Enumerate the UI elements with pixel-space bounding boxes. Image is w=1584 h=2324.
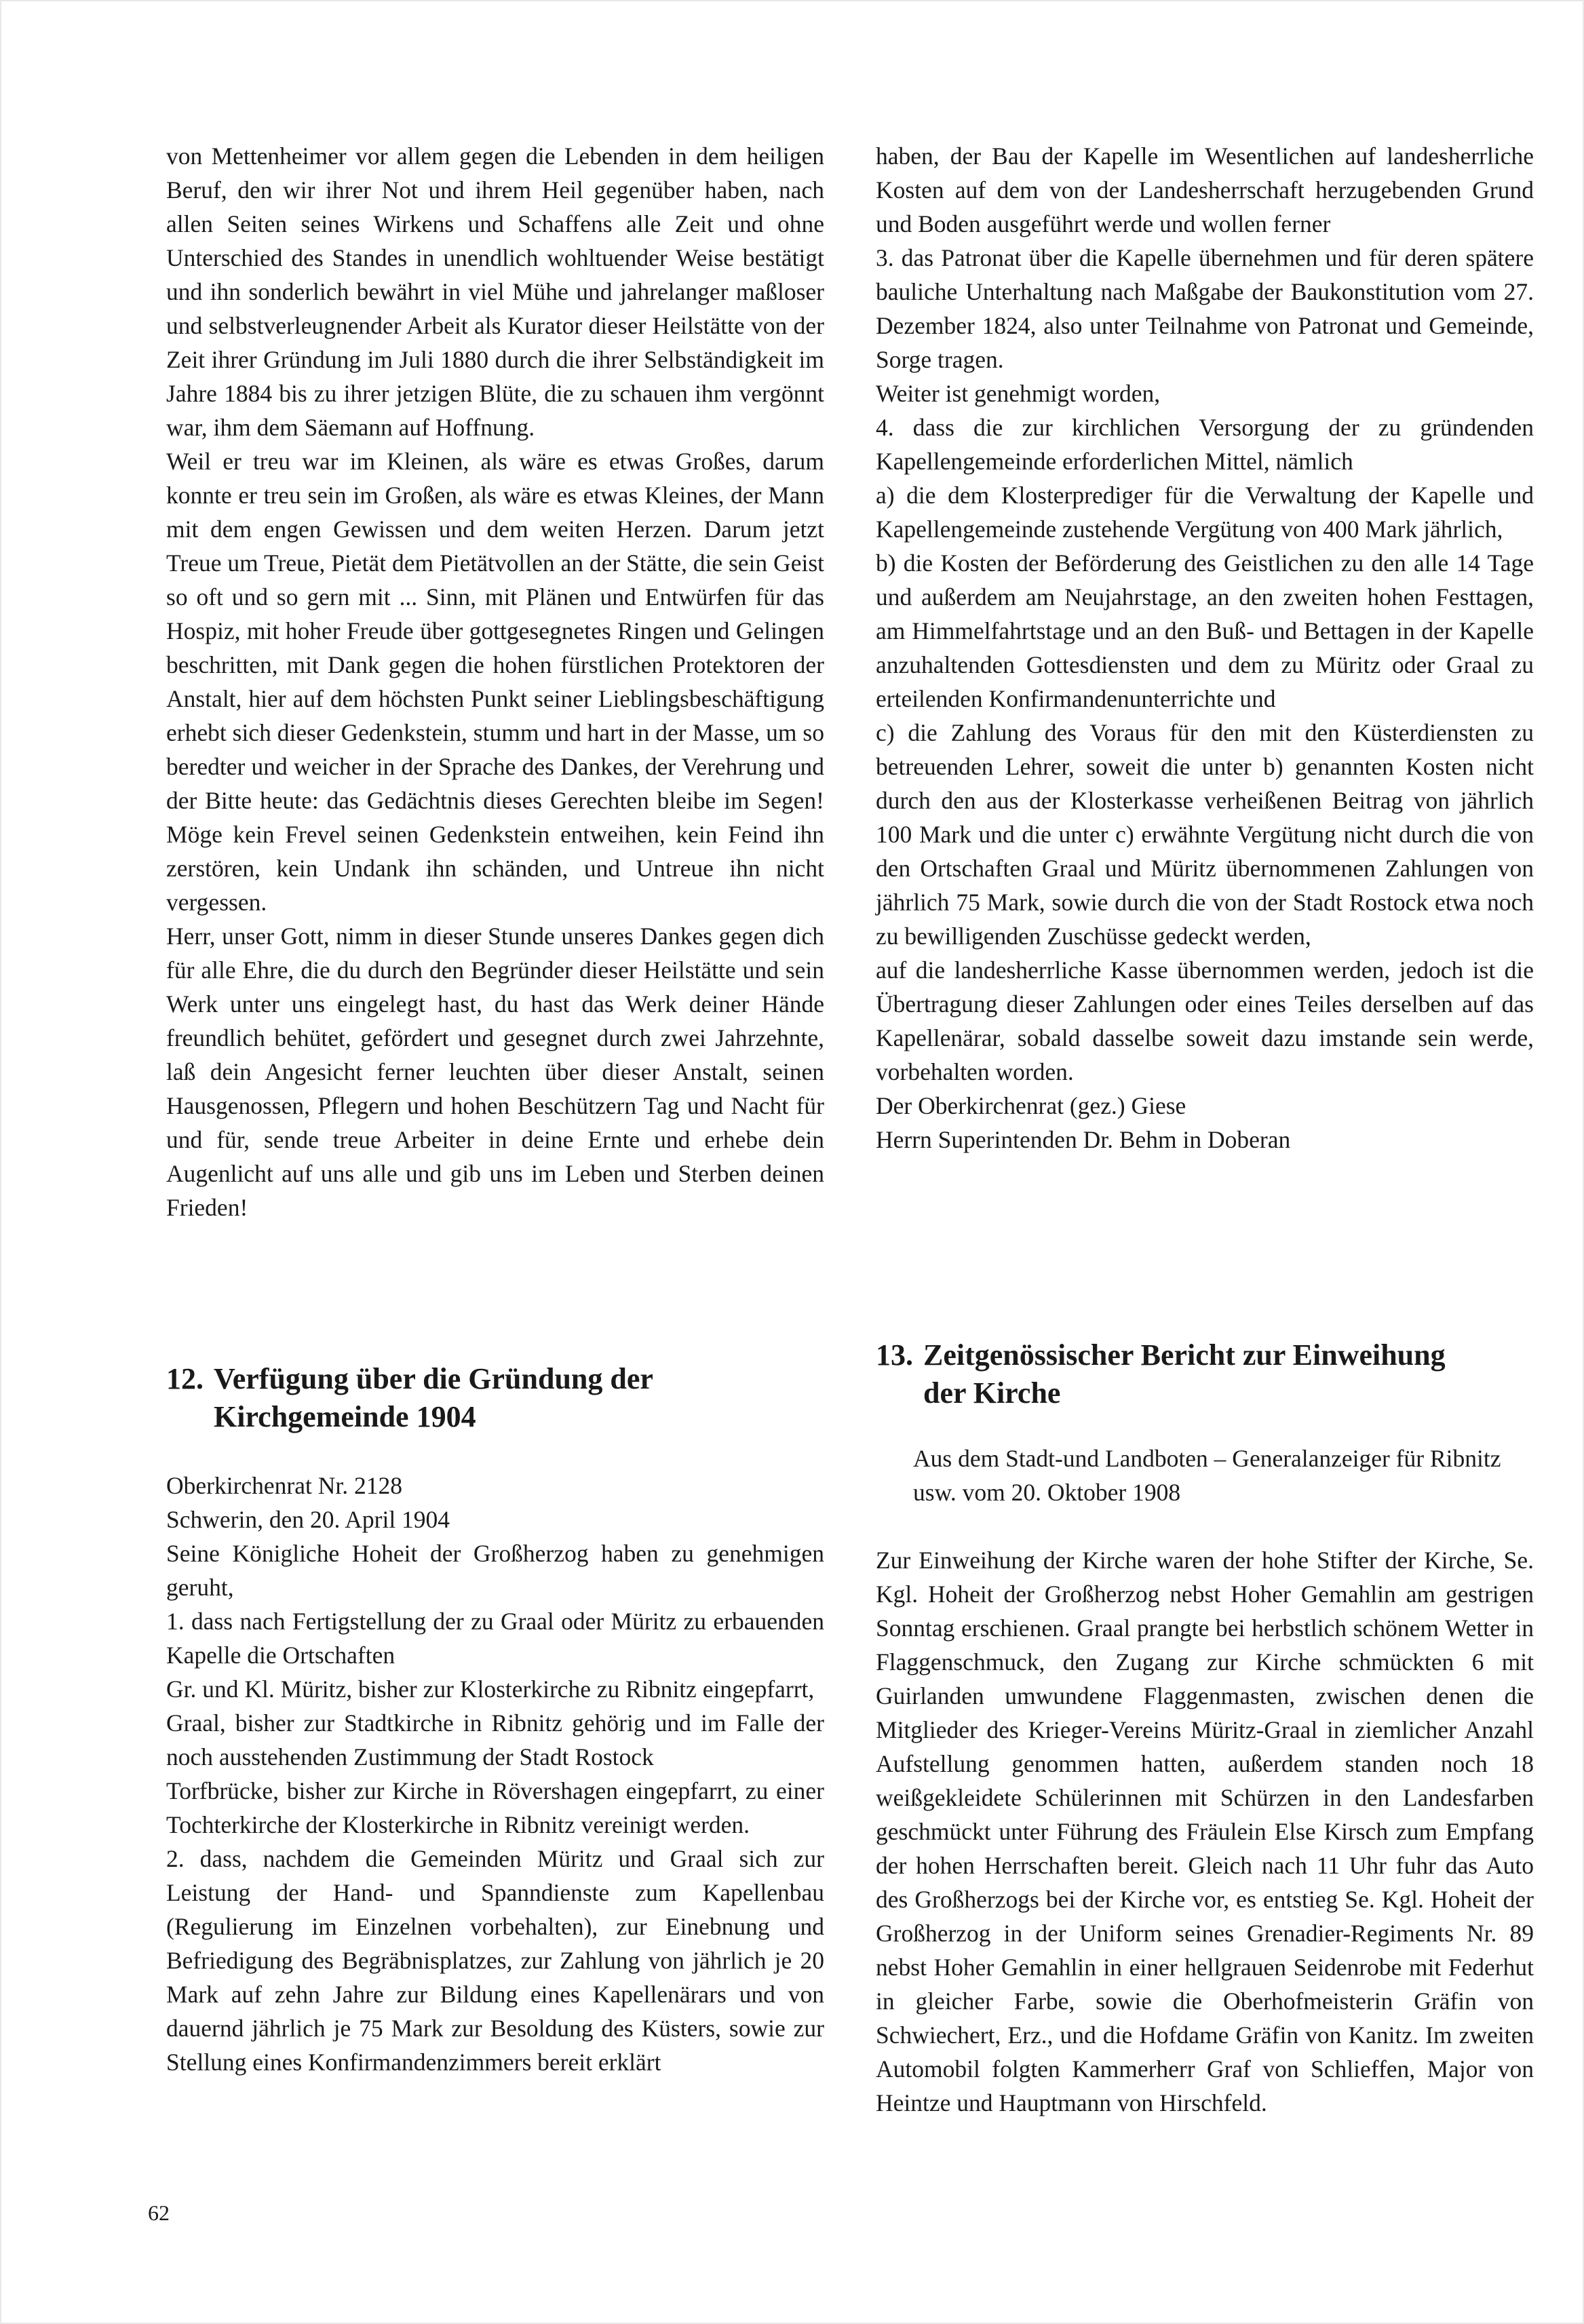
left-paragraph-1: von Mettenheimer vor allem gegen die Lebenden in dem heiligen Beruf, den wir ihrer Not und ihrem Heil gegenüber haben, nach allen Seiten seines Wirkens und Schaffens alle Zeit und ohne Unterschied des Standes in unendlich wohltuender Weise bestätigt und ihn sonderlich bewährt in viel Mühe und jahrelanger maßloser und selbstverleugnender Arbeit als Kurator dieser Heilstätte von der Zeit ihrer Gründung im Juli 1880 durch die ihrer Selbständigkeit im Jahre 1884 bis zu ihrer jetzigen Blüte, die zu schauen ihm vergönnt war, ihm dem Säemann auf Hoffnung.: [166, 142, 824, 441]
right-item-4: 4. dass die zur kirchlichen Versorgung der zu gründenden Kapellengemeinde erforderlichen Mittel, nämlich: [876, 414, 1534, 475]
section-12-body: [166, 1469, 824, 2079]
section-12-item-1: 1. dass nach Fertigstellung der zu Graal oder Müritz zu erbauenden Kapelle die Ortschaften: [166, 1608, 824, 1669]
section-13-source-note: Aus dem Stadt-und Landboten – Generalanzeiger für Ribnitz usw. vom 20. Oktober 1908: [913, 1445, 1501, 1506]
section-12-title-line-2: Kirchgemeinde 1904: [214, 1400, 476, 1433]
left-paragraph-3: Herr, unser Gott, nimm in dieser Stunde unseres Dankes gegen dich für alle Ehre, die du durch den Begründer dieser Heilstätte und sein Werk unter uns eingelegt hast, du hast das Werk deiner Hände freundlich behütet, gefördert und gesegnet durch zwei Jahrzehnte, laß dein Angesicht ferner leuchten über dieser Anstalt, seinen Hausgenossen, Pflegern und hohen Beschützern Tag und Nacht für und für, sende treue Arbeiter in deine Ernte und erhebe dein Augenlicht auf uns alle und gib uns im Leben und Sterben deinen Frieden!: [166, 923, 824, 1221]
section-13-number: 13.: [876, 1338, 913, 1372]
signature-line: Der Oberkirchenrat (gez.) Giese: [876, 1092, 1186, 1119]
section-12-reference: Oberkirchenrat Nr. 2128: [166, 1472, 402, 1499]
section-12-date: Schwerin, den 20. April 1904: [166, 1506, 450, 1533]
section-12-line: Torfbrücke, bisher zur Kirche in Rövershagen eingepfarrt, zu einer Tochterkirche der Klosterkirche in Ribnitz vereinigt werden.: [166, 1777, 824, 1838]
section-12-title-line-1: Verfügung über die Gründung der: [214, 1362, 653, 1395]
right-item-b: b) die Kosten der Beförderung des Geistlichen zu den alle 14 Tage und außerdem am Neujahrstage, an den zweiten hohen Festtagen, am Himmelfahrtstage und an den Buß- und Bettagen in der Kapelle anzuhaltenden Gottesdiensten und dem zu Müritz oder Graal zu erteilenden Konfirmandenunterrichte und: [876, 549, 1534, 712]
section-12-line: Seine Königliche Hoheit der Großherzog haben zu genehmigen geruht,: [166, 1540, 824, 1601]
section-12-heading: [166, 1360, 824, 1436]
right-paragraph: haben, der Bau der Kapelle im Wesentlichen auf landesherrliche Kosten auf dem von der Landesherrschaft herzugebenden Grund und Boden ausgeführt werde und wollen ferner: [876, 142, 1534, 237]
section-12-number: 12.: [166, 1362, 204, 1395]
section-12-line: Graal, bisher zur Stadtkirche in Ribnitz gehörig und im Falle der noch ausstehenden Zustimmung der Stadt Rostock: [166, 1709, 824, 1770]
section-13-title-line-2: der Kirche: [923, 1376, 1061, 1410]
right-item-c: c) die Zahlung des Voraus für den mit den Küsterdiensten zu betreuenden Lehrer, soweit die unter b) genannten Kosten nicht durch den aus der Klosterkasse verheißenen Beitrag von jährlich 100 Mark und die unter c) erwähnte Vergütung nicht durch die von den Ortschaften Graal und Müritz übernommenen Zahlungen von jährlich 75 Mark, sowie durch die von der Stadt Rostock etwa noch zu bewilligenden Zuschüsse gedeckt werden,: [876, 719, 1534, 950]
left-paragraph-2: Weil er treu war im Kleinen, als wäre es etwas Großes, darum konnte er treu sein im Großen, als wäre es etwas Kleines, der Mann mit dem engen Gewissen und dem weiten Herzen. Darum jetzt Treue um Treue, Pietät dem Pietätvollen an der Stätte, die sein Geist so oft und so gern mit ... Sinn, mit Plänen und Entwürfen für das Hospiz, mit hoher Freude über gottgesegnetes Ringen und Gelingen beschritten, mit Dank gegen die hohen fürstlichen Protektoren der Anstalt, hier auf dem höchsten Punkt seiner Lieblingsbeschäftigung erhebt sich dieser Gedenkstein, stumm und hart in der Masse, um so beredter und weicher in der Sprache des Dankes, der Verehrung und der Bitte heute: das Gedächtnis dieses Gerechten bleibe im Segen! Möge kein Frevel seinen Gedenkstein entweihen, kein Feind ihn zerstören, kein Undank ihn schänden, und Untreue ihn nicht vergessen.: [166, 448, 824, 916]
page-number: 62: [148, 2201, 170, 2225]
right-item-3: 3. das Patronat über die Kapelle übernehmen und für deren spätere bauliche Unterhaltung nach Maßgabe der Baukonstitution vom 27. Dezember 1824, also unter Teilnahme von Patronat und Gemeinde, Sorge tragen.: [876, 244, 1534, 373]
right-item-a: a) die dem Klosterprediger für die Verwaltung der Kapelle und Kapellengemeinde zustehende Vergütung von 400 Mark jährlich,: [876, 482, 1534, 543]
section-12-line: Gr. und Kl. Müritz, bisher zur Klosterkirche zu Ribnitz eingepfarrt,: [166, 1676, 815, 1703]
right-paragraph: auf die landesherrliche Kasse übernommen werden, jedoch ist die Übertragung dieser Zahlungen oder eines Teiles derselben auf das Kapellenärar, sobald dasselbe soweit dazu imstande sein werde, vorbehalten worden.: [876, 956, 1534, 1085]
section-13-paragraph: Zur Einweihung der Kirche waren der hohe Stifter der Kirche, Se. Kgl. Hoheit der Großherzog nebst Hoher Gemahlin am gestrigen Sonntag erschienen. Graal prangte bei herbstlich schönem Wetter in Flaggenschmuck, den Zugang zur Kirche schmückten 6 mit Guirlanden umwundene Flaggenmasten, zwischen denen die Mitglieder des Krieger-Vereins Müritz-Graal in ziemlicher Anzahl Aufstellung genommen hatten, außerdem standen noch 18 weißgekleidete Schülerinnen mit Schürzen in den Landesfarben geschmückt unter Führung des Fräulein Else Kirsch zum Empfang der hohen Herrschaften bereit. Gleich nach 11 Uhr fuhr das Auto des Großherzogs bei der Kirche vor, es entstieg Se. Kgl. Hoheit der Großherzog in der Uniform seines Grenadier-Regiments Nr. 89 nebst Hoher Gemahlin in einer hellgrauen Seidenrobe mit Federhut in gleicher Farbe, sowie die Oberhofmeisterin Gräfin von Schwiechert, Erz., und die Hofdame Gräfin von Kanitz. Im zweiten Automobil folgten Kammerherr Graf von Schlieffen, Major von Heintze und Hauptmann von Hirschfeld.: [876, 1547, 1534, 2116]
section-13-title-line-1: Zeitgenössischer Bericht zur Einweihung: [923, 1338, 1446, 1372]
section-13-body: [876, 1441, 1534, 2120]
section-12-item-2: 2. dass, nachdem die Gemeinden Müritz und Graal sich zur Leistung der Hand- und Spanndienste zum Kapellenbau (Regulierung im Einzelnen vorbehalten), zur Einebnung und Befriedigung des Begräbnisplatzes, zur Zahlung von jährlich je 20 Mark auf zehn Jahre zur Bildung eines Kapellenärars und von dauernd jährlich je 75 Mark zur Besoldung des Küsters, sowie zur Stellung eines Konfirmandenzimmers bereit erklärt: [166, 1845, 824, 2076]
right-paragraph: Weiter ist genehmigt worden,: [876, 380, 1161, 407]
left-column: [166, 139, 824, 1224]
recipient-line: Herrn Superintenden Dr. Behm in Doberan: [876, 1126, 1291, 1153]
section-13-heading: [876, 1336, 1534, 1412]
right-column: [876, 139, 1534, 1157]
